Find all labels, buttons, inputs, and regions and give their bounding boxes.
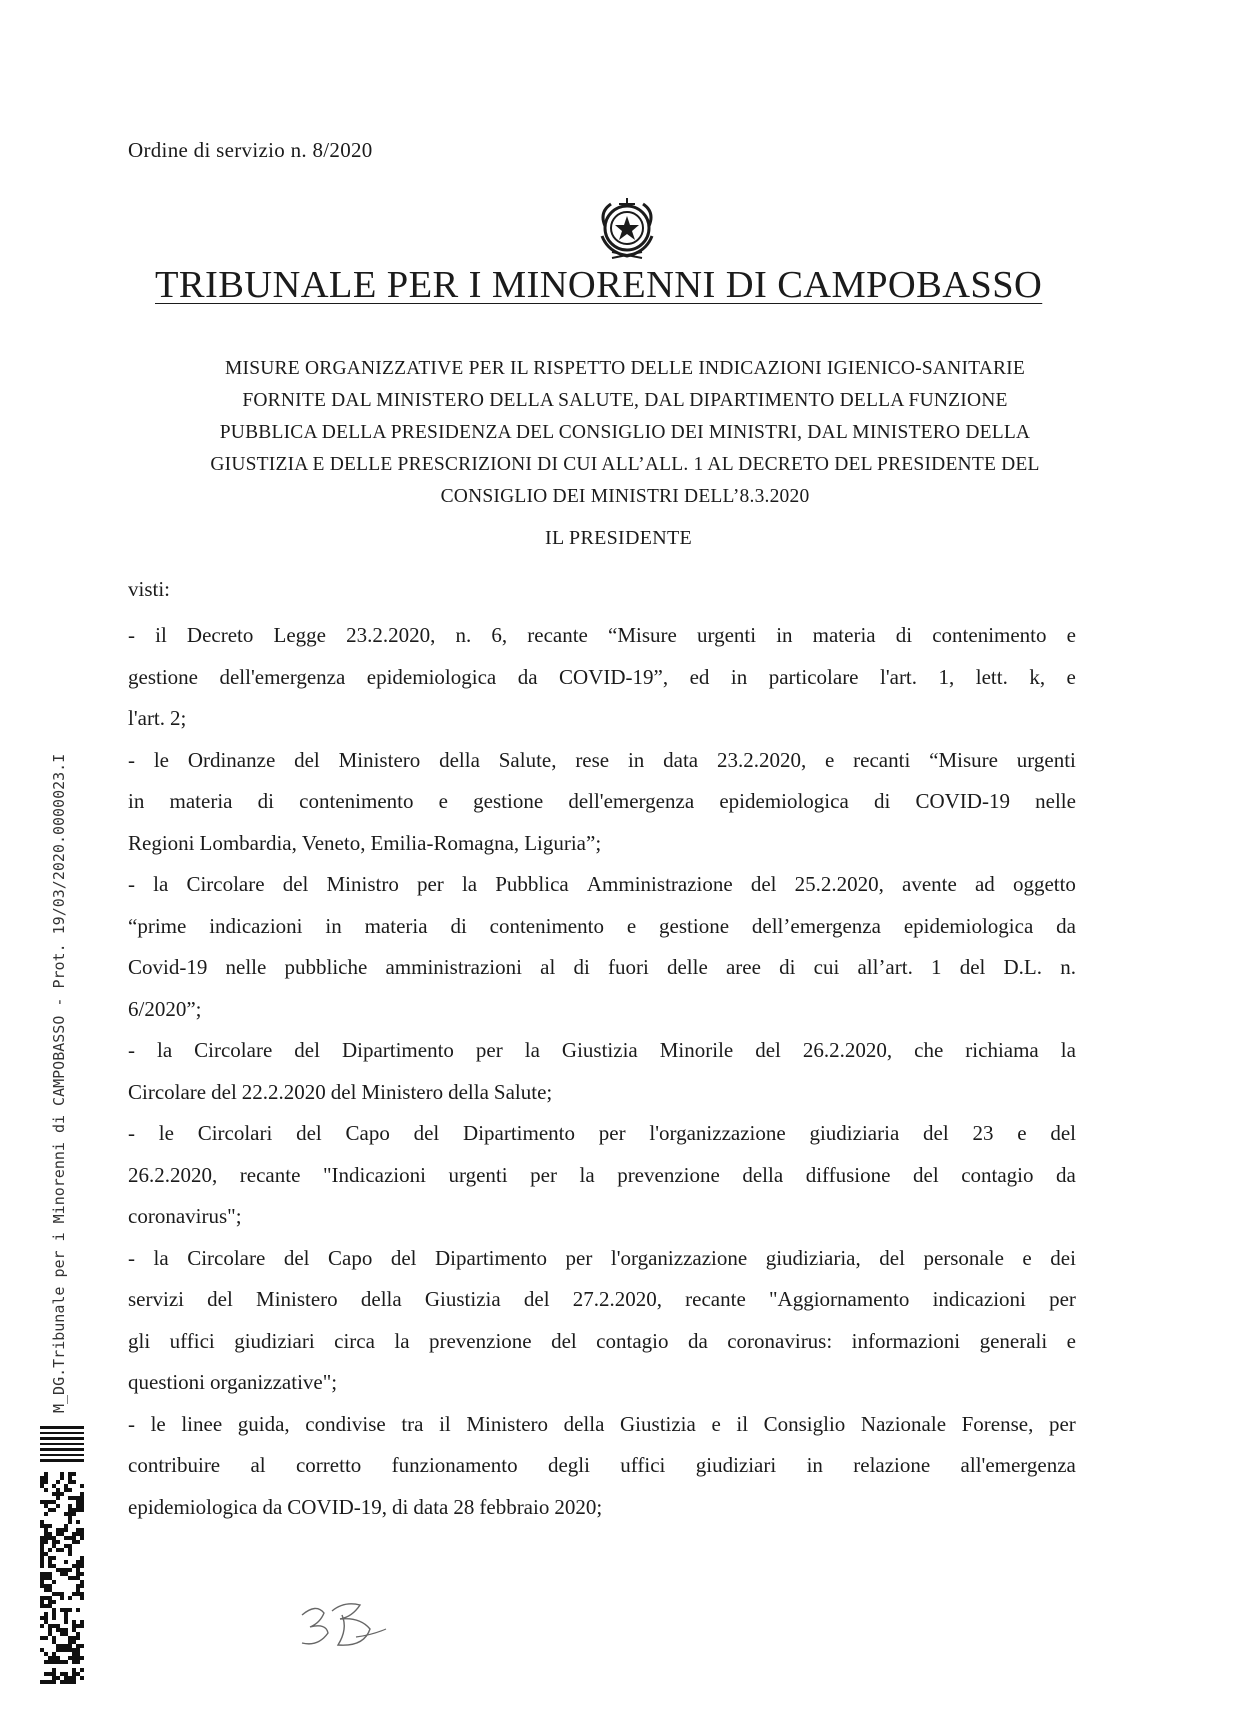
word: della	[563, 1411, 605, 1436]
word: Emilia-Romagna,	[370, 830, 520, 855]
word: di	[895, 623, 913, 647]
word: “Misure	[929, 747, 998, 772]
word: recante	[527, 623, 588, 647]
word: Ministro	[326, 872, 399, 896]
visti-label: visti:	[128, 577, 171, 601]
word: della	[448, 1079, 489, 1104]
word: Salute;	[493, 1079, 553, 1104]
word: da	[517, 664, 538, 689]
body-line	[128, 906, 1076, 948]
word: al	[540, 955, 556, 979]
body-line	[128, 1030, 1076, 1072]
word: -	[128, 1038, 135, 1062]
word: questioni	[128, 1370, 205, 1394]
president-heading: IL PRESIDENTE	[545, 527, 693, 549]
word: la	[394, 1328, 410, 1353]
word: giudiziaria,	[765, 1245, 861, 1270]
word: data	[413, 1494, 449, 1519]
word: da	[262, 1494, 283, 1519]
word: del	[959, 955, 986, 979]
word: linee	[181, 1411, 223, 1436]
word: D.L.	[1003, 955, 1043, 979]
body-line	[128, 1487, 1076, 1529]
word: del	[913, 1162, 939, 1187]
word: generali	[979, 1328, 1048, 1353]
word: COVID-19”,	[559, 664, 669, 689]
word: 22.2.2020	[241, 1079, 326, 1104]
word: -	[128, 1245, 135, 1270]
word: 2;	[170, 706, 187, 730]
word: 26.2.2020,	[128, 1162, 218, 1187]
word: e	[1066, 664, 1076, 689]
word: 25.2.2020,	[794, 872, 884, 896]
word: e	[711, 1411, 721, 1436]
word: Giustizia	[424, 1287, 501, 1311]
word: la	[524, 1038, 540, 1062]
subject-line: GIUSTIZIA E DELLE PRESCRIZIONI DI CUI ALL’ALL. 1 AL DECRETO DEL PRESIDENTE DEL	[210, 454, 1040, 475]
word: epidemiologica	[719, 789, 849, 813]
word: materia	[169, 789, 233, 813]
word: oggetto	[1012, 872, 1076, 896]
barcode-icon	[40, 1426, 84, 1464]
word: Decreto	[186, 623, 254, 647]
word: recante	[239, 1162, 301, 1187]
word: e	[825, 747, 835, 772]
word: -	[128, 623, 135, 647]
word: all’art.	[857, 955, 913, 979]
body-line	[128, 698, 1076, 740]
word: e	[1017, 1121, 1027, 1145]
word: urgenti	[1016, 747, 1076, 772]
word: di	[573, 955, 590, 979]
word: del	[390, 1245, 417, 1270]
word: relazione	[853, 1453, 931, 1477]
word: di	[257, 789, 274, 813]
word: diffusione	[805, 1162, 891, 1187]
subject-line: CONSIGLIO DEI MINISTRI DELL’8.3.2020	[440, 486, 810, 507]
body-line	[128, 1113, 1076, 1155]
word: Salute,	[498, 747, 557, 772]
word: del	[294, 747, 320, 772]
word: per	[416, 872, 444, 896]
word: Covid-19	[128, 955, 208, 979]
word: del	[523, 1287, 550, 1311]
word: aree	[725, 955, 761, 979]
body-line	[128, 1321, 1076, 1363]
word: 26.2.2020,	[802, 1038, 893, 1062]
word: lett.	[975, 664, 1008, 689]
word: al	[250, 1453, 266, 1477]
qr-code-icon	[40, 1470, 84, 1685]
word: Ordinanze	[187, 747, 276, 772]
word: della	[439, 747, 480, 772]
word: contribuire	[128, 1453, 221, 1477]
word: del	[413, 1121, 440, 1145]
word: in	[806, 1453, 823, 1477]
word: Liguria”;	[524, 830, 602, 855]
body-line	[128, 989, 1076, 1031]
word: che	[914, 1038, 944, 1062]
word: gestione	[473, 789, 544, 813]
word: 23.2.2020,	[346, 623, 436, 647]
word: Veneto,	[301, 830, 366, 855]
word: della	[742, 1162, 784, 1187]
word: k,	[1029, 664, 1046, 689]
word: Regioni	[128, 830, 195, 855]
word: 23	[972, 1121, 994, 1145]
word: avente	[902, 872, 957, 896]
word: condivise	[305, 1411, 386, 1436]
word: 27.2.2020,	[572, 1287, 662, 1311]
subject-heading	[135, 353, 1115, 513]
body-line	[128, 1196, 1076, 1238]
word: Forense,	[961, 1411, 1034, 1436]
word: il	[155, 623, 167, 647]
word: amministrazioni	[385, 955, 522, 979]
word: e	[1066, 1328, 1076, 1353]
word: indicazioni	[932, 1287, 1026, 1311]
body-line	[128, 615, 1076, 657]
word: 1,	[938, 664, 955, 689]
word: febbraio	[479, 1494, 550, 1519]
word: -	[128, 1121, 135, 1145]
word: corretto	[295, 1453, 362, 1477]
word: l'organizzazione	[649, 1121, 786, 1145]
word: di	[450, 913, 467, 938]
word: e	[1022, 1245, 1032, 1270]
word: richiama	[965, 1038, 1039, 1062]
word: della	[360, 1287, 402, 1311]
word: Minorile	[659, 1038, 734, 1062]
word: e	[438, 789, 448, 813]
word: giudiziari	[695, 1453, 777, 1477]
word: contenimento	[299, 789, 414, 813]
word: Legge	[273, 623, 326, 647]
word: del	[1050, 1121, 1076, 1145]
word: rese	[575, 747, 610, 772]
body-line	[128, 1072, 1076, 1114]
body-line	[128, 823, 1076, 865]
word: 6/2020”;	[128, 996, 202, 1021]
word: del	[330, 1079, 357, 1104]
word: l'art.	[880, 664, 918, 689]
word: il	[736, 1411, 749, 1436]
word: uffici	[620, 1453, 666, 1477]
word: per	[598, 1121, 626, 1145]
subject-line: MISURE ORGANIZZATIVE PER IL RISPETTO DELLE INDICAZIONI IGIENICO-SANITARIE	[225, 358, 1025, 379]
word: giudiziaria	[809, 1121, 900, 1145]
body-line	[128, 1362, 1076, 1404]
word: la	[153, 1245, 169, 1270]
word: Circolare	[186, 872, 265, 896]
word: COVID-19,	[287, 1494, 388, 1519]
word: Giustizia	[620, 1411, 696, 1436]
word: gestione	[128, 664, 198, 689]
word: per	[530, 1162, 557, 1187]
word: epidemiologica	[366, 664, 497, 689]
word: -	[128, 1411, 135, 1436]
word: le	[153, 747, 169, 772]
word: Pubblica	[495, 872, 569, 896]
word: nelle	[225, 955, 267, 979]
word: dell’emergenza	[751, 913, 881, 938]
word: la	[461, 872, 478, 896]
word: urgenti	[448, 1162, 508, 1187]
word: contenimento	[489, 913, 604, 938]
word: indicazioni	[209, 913, 303, 938]
word: del	[294, 1038, 320, 1062]
word: da	[687, 1328, 708, 1353]
word: particolare	[768, 664, 859, 689]
word: organizzative";	[210, 1370, 338, 1394]
word: personale	[923, 1245, 1004, 1270]
word: materia	[812, 623, 876, 647]
word: del	[551, 1328, 577, 1353]
body-line	[128, 657, 1076, 699]
word: contenimento	[932, 623, 1047, 647]
word: gli	[128, 1328, 151, 1353]
word: COVID-19	[915, 789, 1010, 813]
word: Lombardia,	[199, 830, 297, 855]
word: di	[873, 789, 891, 813]
word: recanti	[853, 747, 911, 772]
word: -	[128, 747, 135, 772]
body-line	[128, 1279, 1076, 1321]
word: del	[211, 1079, 237, 1104]
word: Circolare	[187, 1245, 266, 1270]
word: in	[776, 623, 793, 647]
word: ed	[689, 664, 710, 689]
word: in	[627, 747, 645, 772]
word: Dipartimento	[463, 1121, 576, 1145]
word: del	[283, 1245, 310, 1270]
word: all'emergenza	[960, 1453, 1076, 1477]
word: fuori	[607, 955, 649, 979]
word: epidemiologica	[903, 913, 1034, 938]
word: per	[565, 1245, 593, 1270]
word: servizi	[128, 1287, 184, 1311]
word: in	[730, 664, 748, 689]
word: di	[392, 1494, 409, 1519]
word: Ministero	[466, 1411, 549, 1436]
body-line	[128, 1445, 1076, 1487]
word: delle	[666, 955, 708, 979]
word: Giustizia	[561, 1038, 638, 1062]
word: data	[663, 747, 699, 772]
body-line	[128, 1404, 1076, 1446]
word: epidemiologica	[128, 1494, 258, 1519]
word: del	[923, 1121, 949, 1145]
word: urgenti	[696, 623, 757, 647]
word: e	[626, 913, 637, 938]
word: del	[296, 1121, 322, 1145]
word: Capo	[345, 1121, 390, 1145]
body-line	[128, 864, 1076, 906]
word: il	[439, 1411, 451, 1436]
italian-republic-emblem-icon	[592, 196, 662, 264]
word: contagio	[961, 1162, 1034, 1187]
word: Dipartimento	[435, 1245, 547, 1270]
word: "Indicazioni	[322, 1162, 426, 1187]
word: n.	[455, 623, 472, 647]
protocol-stamp: M_DG.Tribunale per i Minorenni di CAMPOBASSO - Prot. 19/03/2020.0000023.I	[50, 753, 68, 1413]
word: in	[128, 789, 145, 813]
word: recante	[685, 1287, 746, 1311]
word: gestione	[659, 913, 730, 938]
word: per	[1049, 1287, 1076, 1311]
subject-line: FORNITE DAL MINISTERO DELLA SALUTE, DAL DIPARTIMENTO DELLA FUNZIONE	[242, 390, 1008, 411]
word: funzionamento	[391, 1453, 518, 1477]
word: degli	[547, 1453, 590, 1477]
word: coronavirus:	[727, 1328, 833, 1353]
word: 23.2.2020,	[716, 747, 807, 772]
word: 1	[931, 955, 942, 979]
body-line	[128, 740, 1076, 782]
word: giudiziari	[234, 1328, 315, 1353]
word: Circolare	[128, 1079, 207, 1104]
word: Ministero	[361, 1079, 444, 1104]
word: del	[750, 872, 777, 896]
word: uffici	[169, 1328, 215, 1353]
word: del	[282, 872, 309, 896]
word: nelle	[1035, 789, 1076, 813]
word: di	[779, 955, 796, 979]
word: 6,	[491, 623, 508, 647]
word: per	[475, 1038, 503, 1062]
word: Amministrazione	[586, 872, 733, 896]
word: cui	[813, 955, 840, 979]
word: Nazionale	[860, 1411, 947, 1436]
word: Ministero	[338, 747, 421, 772]
word: n.	[1060, 955, 1076, 979]
word: da	[1056, 1162, 1076, 1187]
word: materia	[364, 913, 428, 938]
word: le	[150, 1411, 166, 1436]
word: “prime	[128, 913, 187, 938]
word: l'organizzazione	[610, 1245, 748, 1270]
word: pubbliche	[284, 955, 368, 979]
body-line	[128, 1155, 1076, 1197]
body-text	[128, 615, 1076, 1528]
subject-line: PUBBLICA DELLA PRESIDENZA DEL CONSIGLIO DEI MINISTRI, DAL MINISTERO DELLA	[219, 422, 1031, 443]
word: e	[1066, 623, 1076, 647]
word: "Aggiornamento	[768, 1287, 910, 1311]
word: del	[879, 1245, 905, 1270]
word: informazioni	[851, 1328, 961, 1353]
word: Consiglio	[763, 1411, 846, 1436]
word: dell'emergenza	[568, 789, 695, 813]
word: “Misure	[608, 623, 677, 647]
word: guida,	[237, 1411, 290, 1436]
word: 28	[453, 1494, 475, 1519]
word: Dipartimento	[341, 1038, 454, 1062]
word: -	[128, 872, 135, 896]
body-line	[128, 781, 1076, 823]
word: in	[325, 913, 342, 938]
word: dell'emergenza	[219, 664, 346, 689]
body-line	[128, 947, 1076, 989]
word: la	[157, 1038, 173, 1062]
word: ad	[974, 872, 995, 896]
word: prevenzione	[428, 1328, 532, 1353]
word: contagio	[596, 1328, 669, 1353]
word: da	[1056, 913, 1076, 938]
word: l'art.	[128, 706, 166, 730]
word: la	[579, 1162, 595, 1187]
word: tra	[401, 1411, 424, 1436]
word: Circolare	[194, 1038, 273, 1062]
word: 2020;	[554, 1494, 603, 1519]
word: la	[1060, 1038, 1076, 1062]
word: del	[207, 1287, 233, 1311]
word: dei	[1050, 1245, 1076, 1270]
order-number: Ordine di servizio n. 8/2020	[128, 138, 373, 162]
word: Capo	[328, 1245, 373, 1270]
word: Circolari	[197, 1121, 273, 1145]
word: la	[153, 872, 169, 896]
word: circa	[334, 1328, 375, 1353]
word: prevenzione	[617, 1162, 720, 1187]
word: Ministero	[256, 1287, 338, 1311]
word: coronavirus";	[128, 1204, 242, 1228]
court-title: TRIBUNALE PER I MINORENNI DI CAMPOBASSO	[155, 264, 1043, 306]
word: per	[1048, 1411, 1076, 1436]
body-line	[128, 1238, 1076, 1280]
word: del	[755, 1038, 781, 1062]
handwritten-initials-icon	[298, 1597, 398, 1652]
word: le	[158, 1121, 174, 1145]
